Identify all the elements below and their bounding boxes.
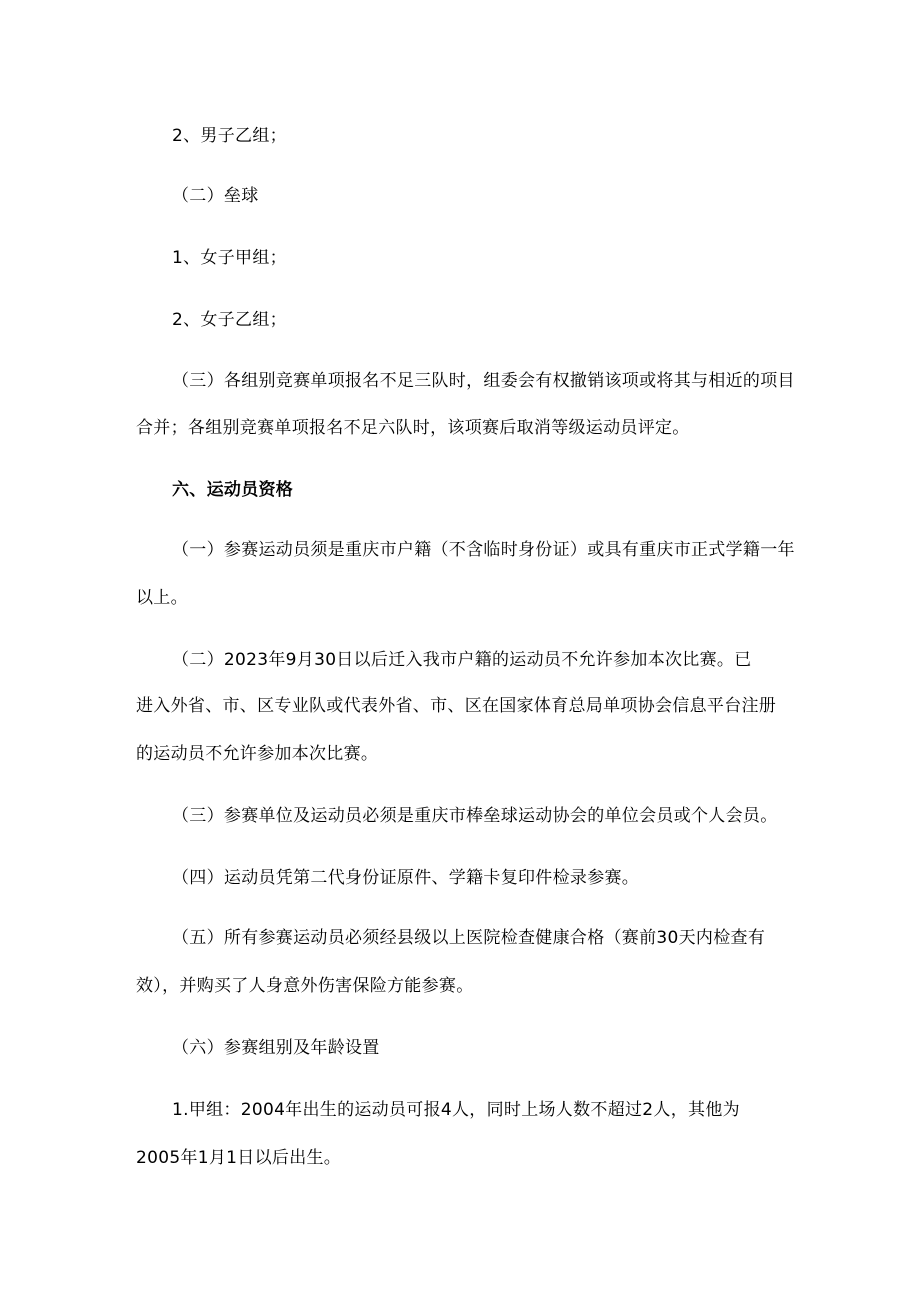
paragraph-line: （四）运动员凭第二代身份证原件、学籍卡复印件检录参赛。: [172, 868, 640, 888]
paragraph-line: 的运动员不允许参加本次比赛。: [136, 744, 379, 764]
section-heading-athlete-eligibility: 六、运动员资格: [172, 480, 294, 500]
paragraph-line: 进入外省、市、区专业队或代表外省、市、区在国家体育总局单项协会信息平台注册: [136, 696, 777, 716]
paragraph-line: （三）参赛单位及运动员必须是重庆市棒垒球运动协会的单位会员或个人会员。: [172, 806, 778, 826]
paragraph-line: 以上。: [136, 588, 188, 608]
list-item-men-b: 2、男子乙组；: [172, 126, 287, 146]
paragraph-line: 合并；各组别竞赛单项报名不足六队时，该项赛后取消等级运动员评定。: [136, 418, 690, 438]
section-softball-heading: （二）垒球: [172, 186, 259, 206]
paragraph-line: 效），并购买了人身意外伤害保险方能参赛。: [136, 976, 474, 996]
list-item-women-b: 2、女子乙组；: [172, 310, 287, 330]
subsection-heading-age-groups: （六）参赛组别及年龄设置: [172, 1038, 380, 1058]
paragraph-line: （三）各组别竞赛单项报名不足三队时，组委会有权撤销该项或将其与相近的项目: [172, 371, 795, 391]
paragraph-line: （一）参赛运动员须是重庆市户籍（不含临时身份证）或具有重庆市正式学籍一年: [172, 540, 795, 560]
list-item-women-a: 1、女子甲组；: [172, 248, 287, 268]
paragraph-line: 2005年1月1日以后出生。: [136, 1148, 342, 1168]
paragraph-line: （五）所有参赛运动员必须经县级以上医院检查健康合格（赛前30天内检查有: [172, 928, 766, 948]
paragraph-line: （二）2023年9月30日以后迁入我市户籍的运动员不允许参加本次比赛。已: [172, 650, 752, 670]
paragraph-line: 1.甲组：2004年出生的运动员可报4人，同时上场人数不超过2人，其他为: [172, 1100, 740, 1120]
